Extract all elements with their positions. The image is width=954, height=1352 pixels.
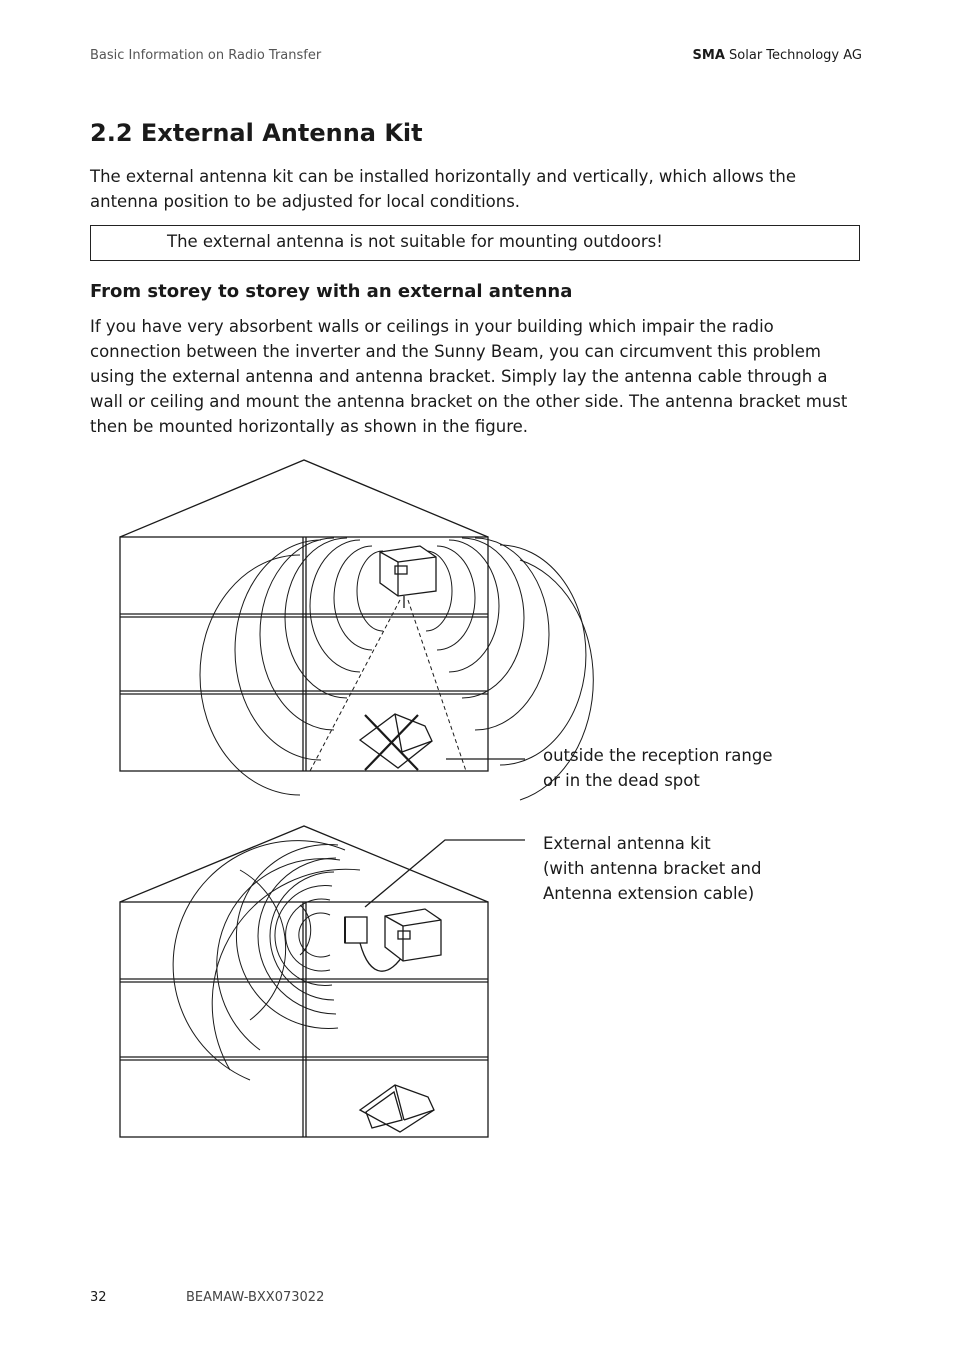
notice-text: The external antenna is not suitable for mounting outdoors!: [167, 232, 663, 251]
body-paragraph: If you have very absorbent walls or ceilings in your building which impair the radio connection between the inverter and the Sunny Beam, you can circumvent this problem using the external antenna and antenna bracket. Simply lay the antenna cable through a wall or ceiling and mount the antenna bracket on the other side. The antenna bracket must then be mounted horizontally as shown in the figure.: [90, 317, 848, 436]
document-code: BEAMAW-BXX073022: [186, 1290, 325, 1305]
brand-name: SMA: [692, 48, 725, 63]
external-antenna-bracket: [345, 917, 367, 943]
caption-antenna-kit-line: Antenna extension cable): [543, 884, 755, 903]
house-top: [120, 460, 488, 771]
caption-dead-spot: [543, 743, 773, 793]
page-number: 32: [90, 1290, 107, 1305]
caption-antenna-kit: [543, 831, 761, 906]
sunny-beam-receiving: [360, 1085, 434, 1132]
section-heading: 2.2 External Antenna Kit: [90, 119, 423, 147]
radio-waves-bottom: [173, 841, 360, 1080]
inverter-top: [380, 546, 436, 608]
sunny-beam-crossed: [360, 714, 432, 770]
intro-paragraph: The external antenna kit can be installed horizontally and vertically, which allows the antenna position to be adjusted for local conditions.: [90, 167, 797, 211]
leader-line-antenna-kit: [365, 840, 525, 907]
caption-antenna-kit-line: External antenna kit: [543, 834, 711, 853]
running-header-section: Basic Information on Radio Transfer: [90, 48, 322, 63]
caption-dead-spot-line: outside the reception range: [543, 746, 773, 765]
inverter-bottom: [385, 909, 441, 961]
caption-dead-spot-line: or in the dead spot: [543, 771, 700, 790]
subsection-heading: From storey to storey with an external antenna: [90, 281, 573, 302]
caption-antenna-kit-line: (with antenna bracket and: [543, 859, 762, 878]
company-name: Solar Technology AG: [729, 48, 862, 63]
